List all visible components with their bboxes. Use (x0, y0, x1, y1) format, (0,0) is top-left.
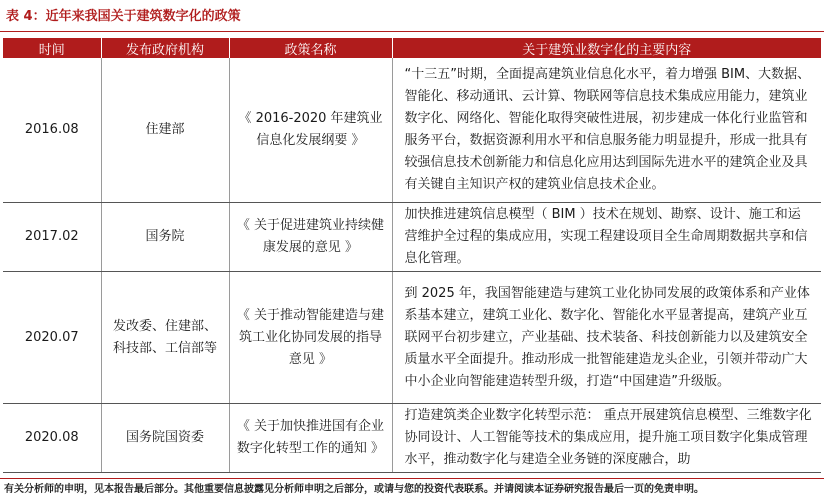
table-row (3, 58, 821, 203)
cell-time: 2017.02 (3, 203, 101, 272)
cell-time: 2020.07 (3, 272, 101, 404)
table-caption: 表 4：近年来我国关于建筑数字化的政策 (6, 9, 241, 24)
cell-agency: 发改委、住建部、科技部、工信部等 (101, 272, 229, 404)
header-content: 关于建筑业数字化的主要内容 (392, 38, 821, 58)
cell-agency: 住建部 (101, 58, 229, 203)
footer-divider (0, 478, 824, 479)
header-agency: 发布政府机构 (101, 38, 229, 58)
policy-table (3, 38, 821, 473)
cell-policy: 《 2016-2020 年建筑业信息化发展纲要 》 (229, 58, 392, 203)
cell-agency: 国务院国资委 (101, 404, 229, 473)
cell-policy: 《 关于促进建筑业持续健康发展的意见 》 (229, 203, 392, 272)
cell-time: 2016.08 (3, 58, 101, 203)
disclaimer-footer: 有关分析师的申明，见本报告最后部分。其他重要信息披露见分析师申明之后部分，或请与您的投资代表联系。并请阅读本证券研究报告最后一页的免责申明。 (0, 480, 824, 500)
cell-content: 到 2025 年，我国智能建造与建筑工业化协同发展的政策体系和产业体系基本建立，建筑工业化、数字化、智能化水平显著提高，建筑产业互联网平台初步建立，产业基础、技术装备、科技创新能力以及建筑安全质量水平全面提升。推动形成一批智能建造龙头企业，引领并带动广大中小企业向智能建造转型升级，打造“中国建造”升级版。 (392, 272, 821, 404)
cell-policy: 《 关于推动智能建造与建筑工业化协同发展的指导意见 》 (229, 272, 392, 404)
table-row (3, 272, 821, 404)
header-policy: 政策名称 (229, 38, 392, 58)
table-header-row (3, 38, 821, 58)
cell-content: “十三五”时期，全面提高建筑业信息化水平，着力增强 BIM、大数据、智能化、移动通讯、云计算、物联网等信息技术集成应用能力，建筑业数字化、网络化、智能化取得突破性进展，初步建成一体化行业监管和服务平台，数据资源利用水平和信息服务能力明显提升，形成一批具有较强信息技术创新能力和信息化应用达到国际先进水平的建筑企业及具有关键自主知识产权的建筑业信息技术企业。 (392, 58, 821, 203)
header-time: 时间 (3, 38, 101, 58)
table-row (3, 404, 821, 473)
cell-content: 加快推进建筑信息模型（ BIM ）技术在规划、勘察、设计、施工和运营维护全过程的集成应用，实现工程建设项目全生命周期数据共享和信息化管理。 (392, 203, 821, 272)
caption-divider (0, 31, 824, 32)
cell-policy: 《 关于加快推进国有企业数字化转型工作的通知 》 (229, 404, 392, 473)
cell-agency: 国务院 (101, 203, 229, 272)
table-row (3, 203, 821, 272)
cell-content: 打造建筑类企业数字化转型示范： 重点开展建筑信息模型、三维数字化协同设计、人工智能等技术的集成应用，提升施工项目数字化集成管理水平，推动数字化与建造全业务链的深度融合，助 (392, 404, 821, 473)
cell-time: 2020.08 (3, 404, 101, 473)
